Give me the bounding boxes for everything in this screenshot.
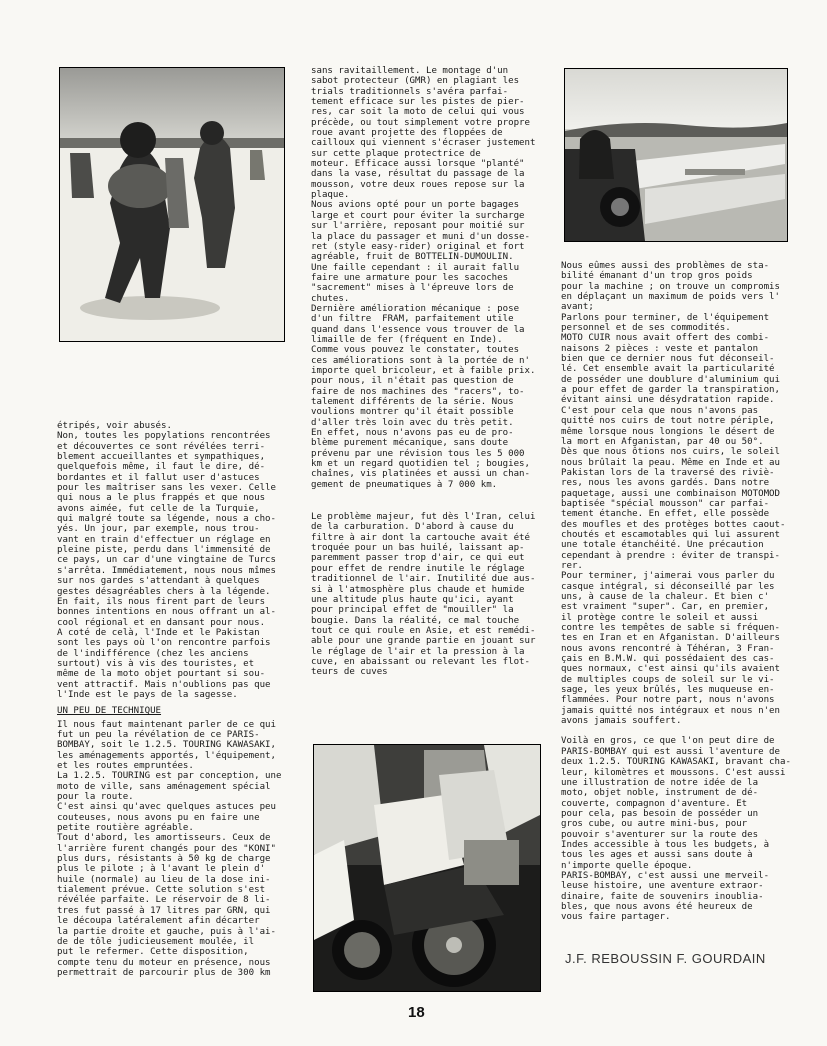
- text-line: Indes accessible à tous les budgets, à: [561, 839, 770, 850]
- text-line: tes en Iran et en Afganistan. D'ailleurs: [561, 633, 780, 644]
- text-line: blement accueillantes et sympathiques,: [57, 452, 266, 463]
- text-line: tous les ages et aussi sans doute à: [561, 850, 753, 861]
- text-line: avant;: [561, 302, 594, 313]
- text-line: petite routière agréable.: [57, 823, 194, 834]
- text-line: filtre à air dont la cartouche avait été: [311, 532, 530, 543]
- text-line: le réglage de l'air et la pression à la: [311, 646, 525, 657]
- text-line: Tout d'abord, les amortisseurs. Ceux de: [57, 833, 271, 844]
- text-line: dans la vase, résultat du passage de la: [311, 169, 525, 180]
- text-line: couteuses, nous avons pu en faire une: [57, 812, 260, 823]
- text-line: trials traditionnels s'avéra parfai-: [311, 86, 509, 97]
- text-line: rer.: [561, 560, 583, 571]
- text-line: troquée pour un bas huilé, laissant ap-: [311, 543, 525, 554]
- text-line: ce pays, un car d'une vingtaine de Turcs: [57, 555, 276, 566]
- text-line: bles, que nous avons été heureux de: [561, 901, 753, 912]
- text-line: des moufles et des protèges bottes caout-: [561, 519, 786, 530]
- text-line: faire de nos machines des "racers", to-: [311, 386, 525, 397]
- text-line: précède, ou tout simplement votre propre: [311, 117, 530, 128]
- text-line: bougie. Dans la réalité, ce mal touche: [311, 615, 520, 626]
- text-line: Pour terminer, j'aimerai vous parler du: [561, 571, 775, 582]
- text-line: cool régional et en dansant pour nous.: [57, 617, 266, 628]
- text-line: il protège contre le soleil et aussi: [561, 612, 759, 623]
- section-heading: UN PEU DE TECHNIQUE: [57, 706, 162, 717]
- text-line: tres fut passé à 17 litres par GRN, qui: [57, 905, 271, 916]
- text-line: bonnes intentions en nous offrant un al-: [57, 607, 276, 618]
- text-line: roue avant projette des floppées de: [311, 128, 503, 139]
- text-line: vant en train d'effectuer un réglage en: [57, 534, 271, 545]
- text-line: put le refermer. Cette disposition,: [57, 947, 249, 958]
- text-line: avons jamais souffert.: [561, 716, 682, 727]
- text-line: les aménagements apportés, l'équipement,: [57, 750, 276, 761]
- text-line: tout ce qui roule en Asie, et est remédi-: [311, 625, 536, 636]
- column-3: [561, 261, 791, 923]
- text-line: d'aller très loin avec du très petit.: [311, 417, 514, 428]
- text-line: même de la moto objet pourtant si sou-: [57, 669, 266, 680]
- text-line: Il nous faut maintenant parler de ce qui: [57, 719, 276, 730]
- text-line: C'est ainsi qu'avec quelques astuces peu: [57, 802, 276, 813]
- text-line: quelquefois même, il faut le dire, dé-: [57, 462, 266, 473]
- text-line: ques normaux, c'est ainsi qu'ils avaient: [561, 664, 780, 675]
- text-line: étripés, voir abusés.: [57, 421, 172, 431]
- text-line: yés. Un jour, par exemple, nous trou-: [57, 524, 260, 535]
- text-line: sur nos gardes s'attendant à quelques: [57, 576, 260, 587]
- text-line: a pour effet de garder la transpiration,: [561, 385, 780, 396]
- text-line: A coté de celà, l'Inde et le Pakistan: [57, 627, 260, 638]
- text-line: sans ravitaillement. Le montage d'un: [311, 66, 509, 76]
- text-line: Le problème majeur, fut dès l'Iran, celui: [311, 512, 536, 523]
- text-line: s'arrêta. Immédiatement, nous nous mîmes: [57, 565, 276, 576]
- text-line: vent attractif. Mais n'oublions pas que: [57, 679, 271, 690]
- text-line: gestes désagréables chers à la légende.: [57, 586, 271, 597]
- text-line: cailloux qui viennent s'écraser justement: [311, 138, 536, 149]
- column-1-part-2: [57, 720, 282, 979]
- text-line: faire une armature pour les sacoches: [311, 272, 509, 283]
- text-line: res, car soit la moto de celui qui vous: [311, 107, 525, 118]
- text-line: naisons 2 pièces : veste et pantalon: [561, 343, 759, 354]
- text-line: une altitude plus haute qu'ici, ayant: [311, 594, 514, 605]
- text-line: paremment passer trop d'air, ce qui eut: [311, 553, 525, 564]
- text-line: quand dans l'essence vous trouver de la: [311, 324, 525, 335]
- text-line: Non, toutes les popylations rencontrées: [57, 431, 271, 442]
- text-line: "sacrement" mises à l'épreuve lors de: [311, 283, 514, 294]
- text-line: MOTO CUIR nous avait offert des combi-: [561, 333, 770, 344]
- text-line: de l'indifférence (chez les anciens: [57, 648, 249, 659]
- text-line: et les routes empruntées.: [57, 761, 194, 771]
- text-line: lé. Cet ensemble avait la particularité: [561, 364, 775, 375]
- text-line: couverte, compagnon d'aventure. Et: [561, 798, 748, 809]
- text-line: contre les tempêtes de sable si fréquen-: [561, 623, 780, 634]
- text-line: PARIS-BOMBAY qui est aussi l'aventure de: [561, 746, 780, 757]
- text-line: n'importe quelle époque.: [561, 860, 693, 871]
- text-line: çais en B.M.W. qui possédaient des cas-: [561, 654, 775, 665]
- text-line: de posséder une doublure d'aluminium qui: [561, 374, 780, 385]
- photo-flooded-road-motorcycle: [564, 68, 788, 242]
- text-line: Dernière amélioration mécanique : pose: [311, 303, 520, 314]
- text-line: sage, les yeux brûlés, les muqueuse en-: [561, 685, 775, 696]
- text-line: bien que ce dernier nous fut déconseil-: [561, 354, 775, 365]
- text-line: agréable, fruit de BOTTELIN-DUMOULIN.: [311, 252, 514, 263]
- text-line: sur cette plaque protectrice de: [311, 148, 481, 159]
- text-line: tialement prévue. Cette solution s'est: [57, 885, 266, 896]
- text-line: leur, kilomètres et moussons. C'est aussi: [561, 767, 786, 778]
- text-line: moteur. Efficace aussi lorsque "planté": [311, 159, 525, 170]
- text-line: Nous eûmes aussi des problèmes de sta-: [561, 261, 770, 271]
- column-1: [57, 421, 282, 978]
- text-line: large et court pour éviter la surcharge: [311, 210, 525, 221]
- text-line: cuve, en abaissant ou relevant les flot-: [311, 656, 530, 667]
- text-line: permettrait de parcourir plus de 300 km: [57, 967, 271, 978]
- text-line: paquetage, aussi une combinaison MOTOMOD: [561, 488, 780, 499]
- text-line: compte tenu du moteur en présence, nous: [57, 957, 271, 968]
- column-3-part-1: [561, 261, 791, 726]
- text-line: talement différents de la série. Nous: [311, 397, 514, 407]
- text-line: pour la route.: [57, 792, 134, 803]
- text-line: plus le pilote ; à l'avant le plein d': [57, 864, 266, 875]
- text-line: able pour une grande partie en jouant sur: [311, 636, 536, 647]
- text-line: En fait, ils nous firent part de leurs: [57, 596, 266, 607]
- text-line: pour cela, pas besoin de posséder un: [561, 808, 759, 819]
- text-line: pour nous, il n'était pas question de: [311, 376, 514, 387]
- text-line: qui malgré toute sa légende, nous a cho-: [57, 514, 276, 525]
- text-line: la partie droite et gauche, puis à l'ai-: [57, 926, 276, 937]
- text-line: flammées. Pour notre part, nous n'avons: [561, 695, 775, 706]
- text-line: chutes.: [311, 293, 350, 304]
- text-line: uns, à cause de la chaleur. Et bien c': [561, 592, 770, 602]
- text-line: et découvertes ce sont révélées terri-: [57, 441, 266, 452]
- text-line: importe quel bricoleur, et à faible prix.: [311, 365, 536, 376]
- text-line: Nous avions opté pour un porte bagages: [311, 200, 520, 211]
- text-line: nous brûlait la peau. Même en Inde et au: [561, 457, 780, 468]
- text-line: teurs de cuves: [311, 667, 388, 678]
- text-line: tement efficace sur les pistes de pier-: [311, 97, 525, 108]
- text-line: dinaire, faite de souvenirs inoublia-: [561, 891, 764, 902]
- text-line: de multiples coups de soleil sur le vi-: [561, 674, 775, 685]
- text-line: pouvoir s'aventurer sur la route des: [561, 829, 759, 840]
- text-line: casque intégral, si déconseillé par les: [561, 581, 775, 592]
- text-line: fut un peu la révélation de ce PARIS-: [57, 729, 260, 740]
- text-line: Comme vous pouvez le constater, toutes: [311, 345, 520, 356]
- text-line: pleine piste, perdu dans l'immensité de: [57, 545, 271, 556]
- text-line: sur l'arrière, reposant pour moitié sur: [311, 221, 525, 232]
- text-line: jamais quitté nos intégraux et nous n'en: [561, 705, 780, 716]
- text-line: pour les maîtriser sans les vexer. Celle: [57, 483, 276, 494]
- text-line: voulions montrer qu'il était possible: [311, 407, 514, 418]
- text-line: res, nous les avons gardés. Dans notre: [561, 478, 770, 489]
- text-line: sabot protecteur (GMR) en plagiant les: [311, 76, 520, 87]
- text-line: mousson, votre deux roues repose sur la: [311, 179, 525, 190]
- column-2: [311, 66, 541, 678]
- text-line: pour principal effet de "mouiller" la: [311, 605, 514, 616]
- text-line: Voilà en gros, ce que l'on peut dire de: [561, 736, 775, 747]
- text-line: limaille de fer (fréquent en Inde).: [311, 334, 503, 345]
- text-line: la mort en Afganistan, par 40 ou 50°.: [561, 436, 764, 447]
- text-line: personnel et de ses commodités.: [561, 323, 731, 334]
- column-1-part-1: [57, 421, 282, 700]
- column-2-part-1: [311, 66, 541, 490]
- text-line: La 1.2.5. TOURING est par conception, une: [57, 771, 282, 782]
- text-line: BOMBAY, soit le 1.2.5. TOURING KAWASAKI,: [57, 740, 276, 751]
- text-line: de de tôle judicieusement moulée, il: [57, 936, 255, 947]
- text-line: l'arrière furent changés pour des "KONI": [57, 843, 276, 854]
- text-line: plaque.: [311, 190, 350, 201]
- text-line: km et un regard quotidien tel ; bougies,: [311, 459, 530, 470]
- text-line: pour la machine ; on trouve un compromis: [561, 281, 780, 292]
- text-line: leuse histoire, une aventure extraor-: [561, 881, 764, 892]
- text-line: cependant à prendre : éviter de transpi-: [561, 550, 780, 561]
- text-line: bilité émanant d'un trop gros poids: [561, 271, 753, 282]
- text-line: deux 1.2.5. TOURING KAWASAKI, bravant cha-: [561, 757, 791, 768]
- column-3-part-2: [561, 736, 791, 922]
- text-line: tement étanche. En effet, elle possède: [561, 509, 770, 520]
- text-line: sont les pays où l'on rencontre parfois: [57, 638, 271, 649]
- text-line: pour effet de rendre inutile le réglage: [311, 563, 525, 574]
- text-line: Parlons pour terminer, de l'équipement: [561, 312, 770, 323]
- text-line: ret (style easy-rider) original et fort: [311, 241, 525, 252]
- text-line: moto de ville, sans aménagement spécial: [57, 781, 271, 792]
- text-line: l'Inde est le pays de la sagesse.: [57, 689, 238, 700]
- text-line: baptisée "spécial mousson" car parfai-: [561, 498, 770, 509]
- text-line: huile (normale) au lieu de la dose ini-: [57, 874, 271, 885]
- page-number: 18: [408, 1004, 425, 1021]
- text-line: plus durs, résistants à 50 kg de charge: [57, 854, 271, 865]
- text-line: choutés et escamotables qui lui assurent: [561, 529, 780, 540]
- column-2-part-2: [311, 512, 541, 678]
- text-line: nous avons rencontré à Téhéran, 3 Fran-: [561, 643, 775, 654]
- text-line: d'un filtre FRAM, parfaitement utile: [311, 314, 514, 325]
- text-line: gement de pneumatiques à 7 000 km.: [311, 479, 498, 490]
- text-line: est vraiment "super". Car, en premier,: [561, 602, 770, 613]
- text-line: PARIS-BOMBAY, c'est aussi une merveil-: [561, 870, 770, 881]
- text-line: avons aimée, fut celle de la Turquie,: [57, 503, 260, 514]
- text-line: qui nous a le plus frappés et que nous: [57, 493, 266, 504]
- text-line: gros cube, ou autre mini-bus, pour: [561, 819, 748, 830]
- text-line: ces améliorations sont à la portée de n': [311, 355, 530, 366]
- photo-loaded-motorcycle: [313, 744, 541, 992]
- text-line: le découpa latéralement afin décarter: [57, 916, 260, 927]
- text-line: si à l'atmosphère plus chaude et humide: [311, 584, 525, 595]
- text-line: une illustration de notre idée de la: [561, 777, 759, 788]
- text-line: vous faire partager.: [561, 912, 671, 923]
- text-line: révélée parfaite. Le réservoir de 8 li-: [57, 895, 271, 906]
- text-line: Dès que nous ôtions nos cuirs, le soleil: [561, 447, 780, 458]
- text-line: en déplaçant un maximum de poids vers l': [561, 292, 780, 303]
- author-signature: J.F. REBOUSSIN F. GOURDAIN: [565, 951, 766, 966]
- text-line: évitant ainsi une désydratation rapide.: [561, 395, 775, 406]
- text-line: quitté nos cuirs de tout notre périple,: [561, 416, 775, 427]
- text-line: Une faille cependant : il aurait fallu: [311, 262, 520, 273]
- text-line: En effet, nous n'avons pas eu de pro-: [311, 428, 514, 439]
- text-line: de la carburation. D'abord à cause du: [311, 522, 514, 533]
- text-line: prévenu par une révision tous les 5 000: [311, 448, 525, 459]
- photo-women-carrying-loads: [59, 67, 285, 342]
- text-line: traditionnel de l'air. Inutilité due aus-: [311, 574, 536, 585]
- text-line: surtout) vis à vis des touristes, et: [57, 658, 255, 669]
- text-line: moto, objet noble, instrument de dé-: [561, 788, 759, 799]
- text-line: bordantes et il fallut user d'astuces: [57, 472, 260, 483]
- text-line: Pakistan lors de la traversé des riviè-: [561, 467, 775, 478]
- text-line: une totale étanchéité. Une précaution: [561, 540, 764, 551]
- text-line: la place du passager et muni d'un dosse-: [311, 231, 530, 242]
- text-line: même lorsque nous longions le désert de: [561, 426, 775, 437]
- text-line: C'est pour cela que nous n'avons pas: [561, 405, 759, 416]
- text-line: chaînes, vis platinées et aussi un chan-: [311, 469, 530, 480]
- text-line: blème purement mécanique, sans doute: [311, 438, 509, 449]
